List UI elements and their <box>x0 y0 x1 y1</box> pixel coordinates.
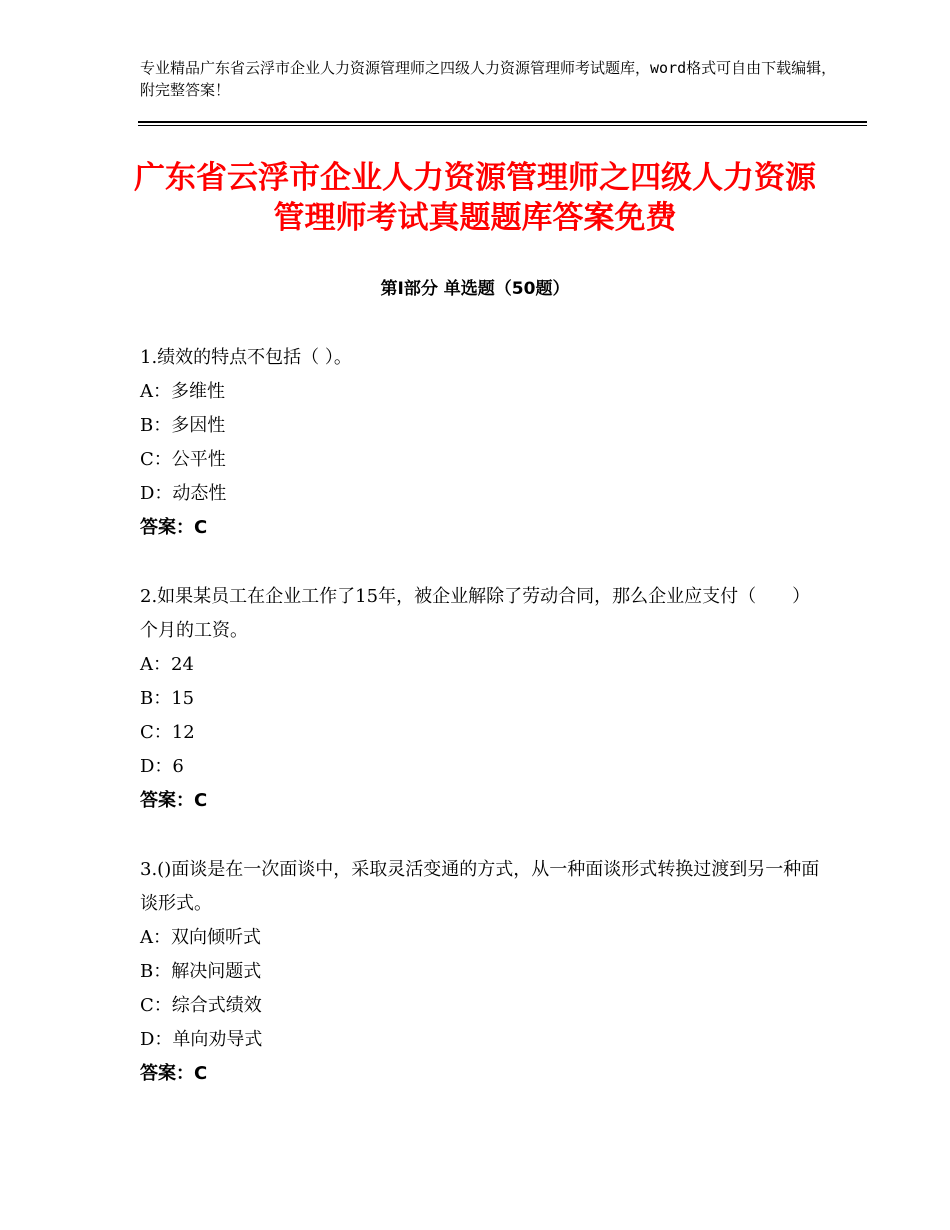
answer: 答案：C <box>140 790 208 811</box>
option-c: C：综合式绩效 <box>140 995 262 1016</box>
option-b: B：15 <box>140 688 195 709</box>
question-stem: 1.绩效的特点不包括（ ）。 <box>140 347 352 368</box>
header-note: 专业精品广东省云浮市企业人力资源管理师之四级人力资源管理师考试题库，word格式可自由下载编辑，附完整答案！ <box>140 59 837 99</box>
question-3 <box>140 853 820 1091</box>
option-a: A：双向倾听式 <box>140 927 261 948</box>
option-a: A：多维性 <box>140 381 225 402</box>
option-c: C：公平性 <box>140 449 226 470</box>
option-d: D：动态性 <box>140 483 227 504</box>
answer: 答案：C <box>140 517 208 538</box>
question-stem: 3.()面谈是在一次面谈中，采取灵活变通的方式，从一种面谈形式转换过渡到另一种面谈形式。 <box>140 859 820 914</box>
header-rule-thin <box>138 125 867 126</box>
option-d: D：6 <box>140 756 184 777</box>
section-title: 第Ⅰ部分 单选题（50题） <box>380 279 570 299</box>
question-2 <box>140 580 820 818</box>
option-b: B：解决问题式 <box>140 961 262 982</box>
option-c: C：12 <box>140 722 195 743</box>
answer: 答案：C <box>140 1063 208 1084</box>
option-a: A：24 <box>140 654 194 675</box>
option-d: D：单向劝导式 <box>140 1029 263 1050</box>
question-1 <box>140 341 820 545</box>
header-rule-thick <box>138 121 867 123</box>
document-title: 广东省云浮市企业人力资源管理师之四级人力资源管理师考试真题题库答案免费 <box>134 160 816 236</box>
option-b: B：多因性 <box>140 415 226 436</box>
question-stem: 2.如果某员工在企业工作了15年，被企业解除了劳动合同，那么企业应支付（ ）个月的工资。 <box>140 586 811 641</box>
